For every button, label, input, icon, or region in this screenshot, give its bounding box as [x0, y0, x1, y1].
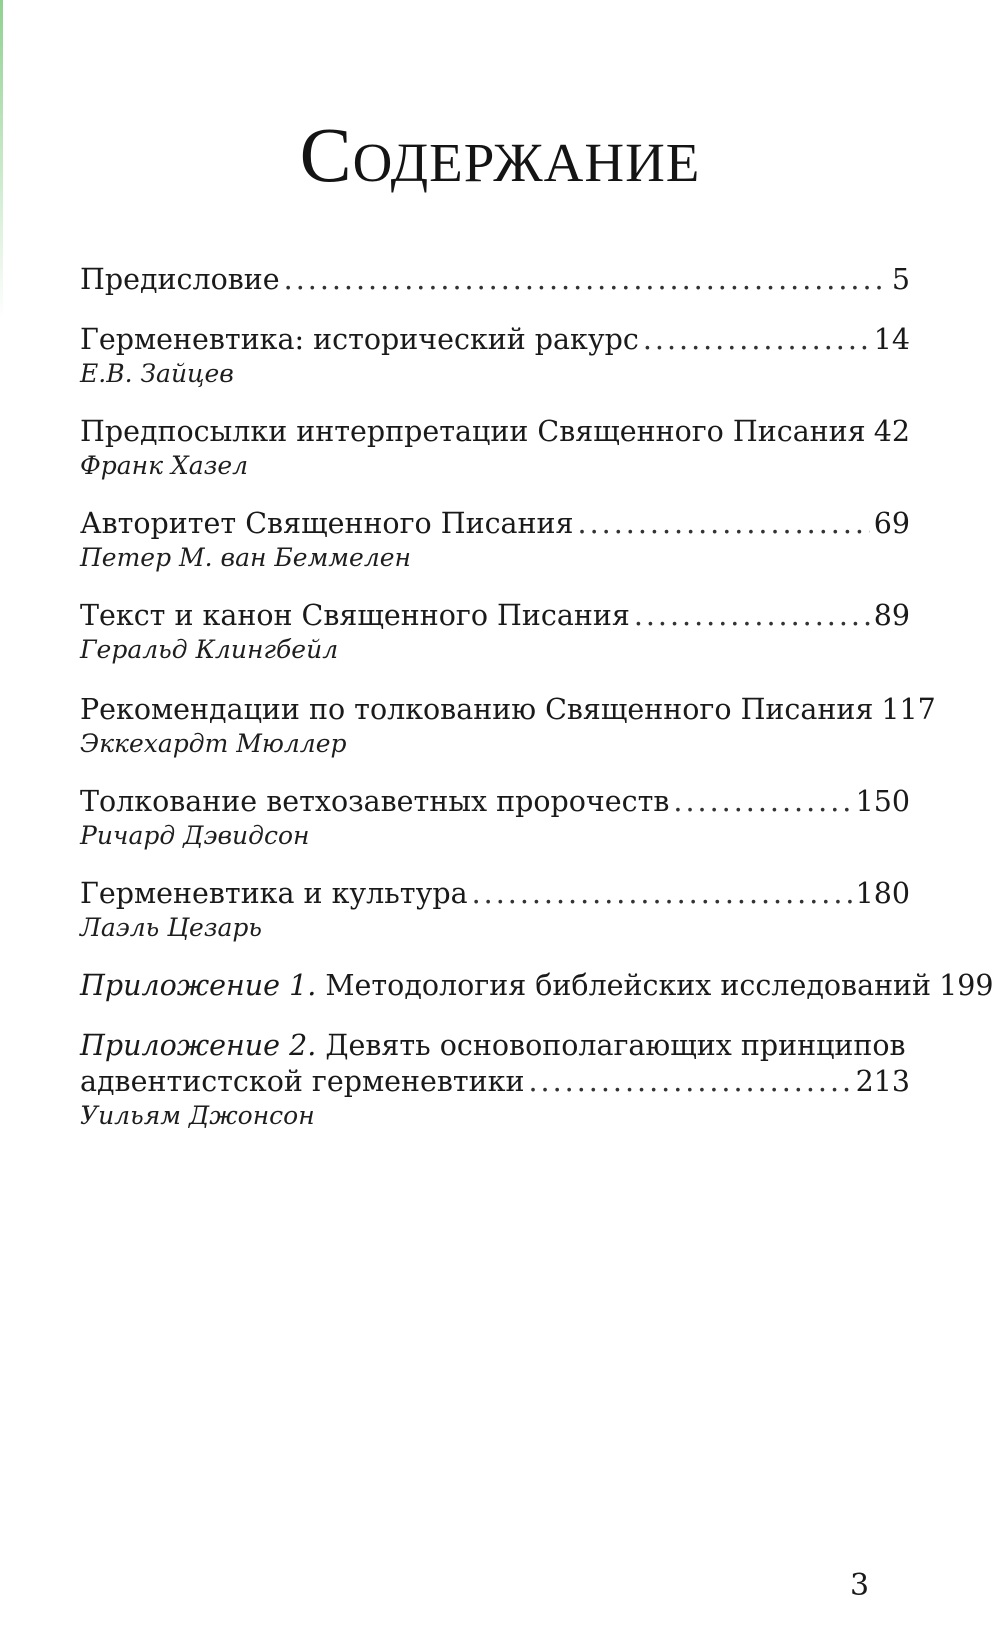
toc-entry-title: Предпосылки интерпретации Священного Писания	[80, 415, 866, 448]
toc-page-number: 180	[855, 877, 910, 910]
toc-entry-author: Геральд Клингбейл	[80, 635, 339, 664]
toc-entry-appendix-1[interactable]	[80, 968, 994, 1004]
toc-entry-title: Герменевтика: исторический ракурс	[80, 323, 639, 356]
toc-page-number: 42	[873, 415, 910, 448]
toc-page-number: 199	[939, 969, 994, 1002]
toc-entry-author: Е.В. Зайцев	[80, 359, 234, 388]
toc-entry-title	[80, 968, 931, 1004]
toc-page-number: 213	[855, 1065, 910, 1098]
toc-entry-authority[interactable]	[80, 506, 910, 574]
dot-leader	[472, 876, 852, 912]
dot-leader	[643, 322, 870, 358]
toc-entry-preface[interactable]	[80, 262, 910, 298]
toc-page-number: 150	[855, 785, 910, 818]
toc-entry-author: Эккехардт Мюллер	[80, 729, 347, 758]
appendix-title-line1: Девять основополагающих принципов	[325, 1029, 906, 1062]
toc-page-number: 89	[873, 599, 910, 632]
toc-page-number: 14	[873, 323, 910, 356]
dot-leader	[284, 262, 888, 298]
appendix-title: Методология библейских исследований	[325, 969, 932, 1002]
toc-entry-title: Предисловие	[80, 263, 280, 296]
toc-entry-author: Ричард Дэвидсон	[80, 821, 310, 850]
toc-entry-text-and-canon[interactable]	[80, 598, 910, 666]
toc-entry-title-line1	[80, 1028, 910, 1064]
toc-entry-recommendations[interactable]	[80, 692, 936, 760]
toc-entry-title: Толкование ветхозаветных пророчеств	[80, 785, 670, 818]
dot-leader	[578, 506, 870, 542]
toc-entry-hermeneutics-culture[interactable]	[80, 876, 910, 944]
toc-entry-hermeneutics-history[interactable]	[80, 322, 910, 390]
toc-entry-author: Лаэль Цезарь	[80, 913, 262, 942]
toc-entry-author: Петер М. ван Беммелен	[80, 543, 412, 572]
toc-entry-prophecies[interactable]	[80, 784, 910, 852]
appendix-lead: Приложение 1.	[80, 969, 317, 1002]
page-title: Содержание	[299, 111, 701, 198]
toc-entry-presuppositions[interactable]	[80, 414, 910, 482]
page-number-folio: 3	[850, 1568, 870, 1603]
toc-entry-title: адвентистской герменевтики	[80, 1065, 525, 1098]
toc-page-number: 5	[891, 263, 910, 296]
dot-leader	[634, 598, 870, 634]
dot-leader	[673, 784, 851, 820]
toc-entry-title: Рекомендации по толкованию Священного Писания	[80, 693, 874, 726]
dot-leader	[528, 1064, 851, 1100]
toc-entry-appendix-2[interactable]	[80, 1028, 910, 1132]
toc-page-number: 69	[873, 507, 910, 540]
toc-entry-author: Франк Хазел	[80, 451, 249, 480]
appendix-lead: Приложение 2.	[80, 1029, 317, 1062]
toc-page-number: 117	[881, 693, 936, 726]
toc-entry-title: Авторитет Священного Писания	[80, 507, 574, 540]
toc-entry-title: Текст и канон Священного Писания	[80, 599, 630, 632]
toc-entry-author: Уильям Джонсон	[80, 1101, 315, 1130]
toc-entry-title: Герменевтика и культура	[80, 877, 468, 910]
